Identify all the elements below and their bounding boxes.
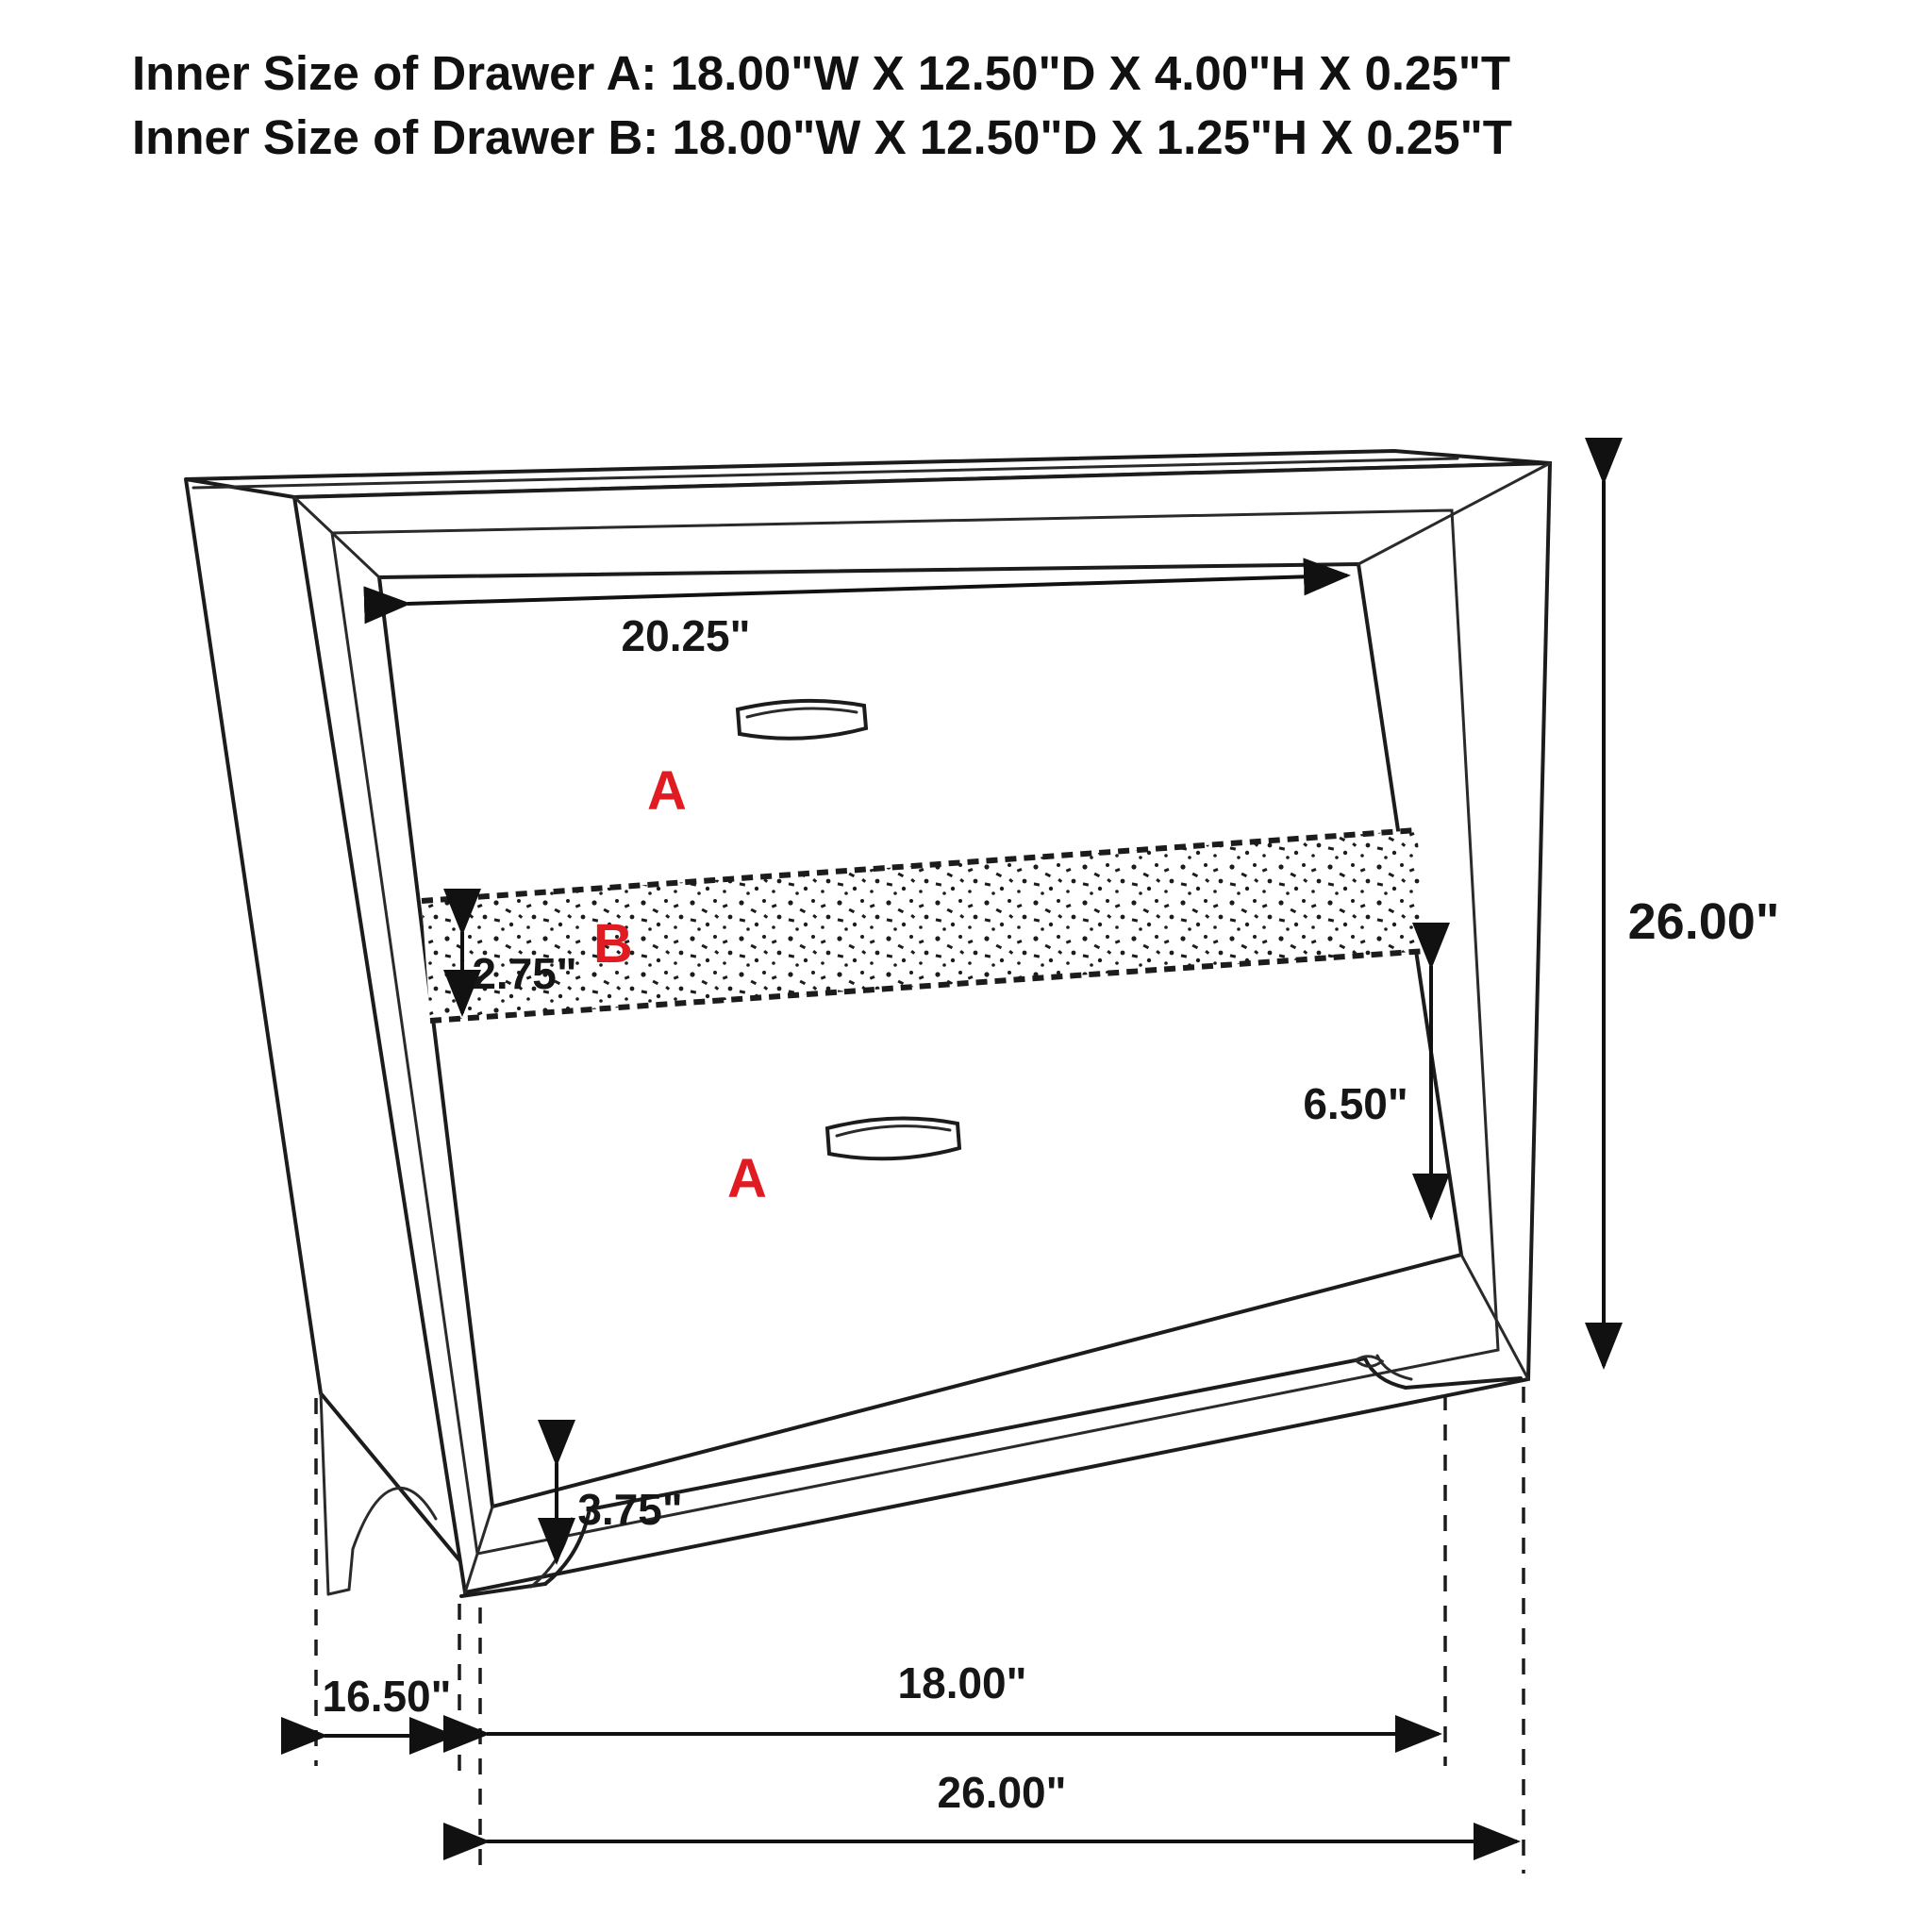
cabinet-drawing [186, 451, 1550, 1874]
dimension-label: 2.75" [472, 949, 577, 998]
drawer-handle-icon [738, 701, 866, 739]
header-line-2: Inner Size of Drawer B: 18.00"W X 12.50"D X 1.25"H X 0.25"T [132, 110, 1512, 164]
drawer-a-top-label: A [647, 760, 687, 822]
dim-overall-width [487, 1768, 1517, 1841]
dimension-label: 26.00" [1627, 893, 1780, 950]
dim-depth [323, 1672, 453, 1736]
header-line-1: Inner Size of Drawer A: 18.00"W X 12.50"D X 4.00"H X 0.25"T [132, 46, 1511, 100]
front-frame [294, 463, 1550, 1592]
drawer-handle-icon [827, 1119, 959, 1159]
dim-overall-height [1604, 481, 1779, 1366]
dimension-label: 26.00" [937, 1768, 1067, 1817]
dimension-label: 20.25" [621, 611, 751, 660]
header [132, 46, 1512, 164]
dimension-label: 18.00" [897, 1658, 1027, 1707]
dimension-label: 16.50" [322, 1672, 452, 1721]
dimension-label: 3.75" [577, 1485, 683, 1534]
dim-drawer-width [487, 1658, 1439, 1734]
drawer-a-bottom-label: A [727, 1148, 767, 1209]
drawer-b-label: B [593, 913, 633, 974]
dimension-label: 6.50" [1303, 1079, 1408, 1128]
